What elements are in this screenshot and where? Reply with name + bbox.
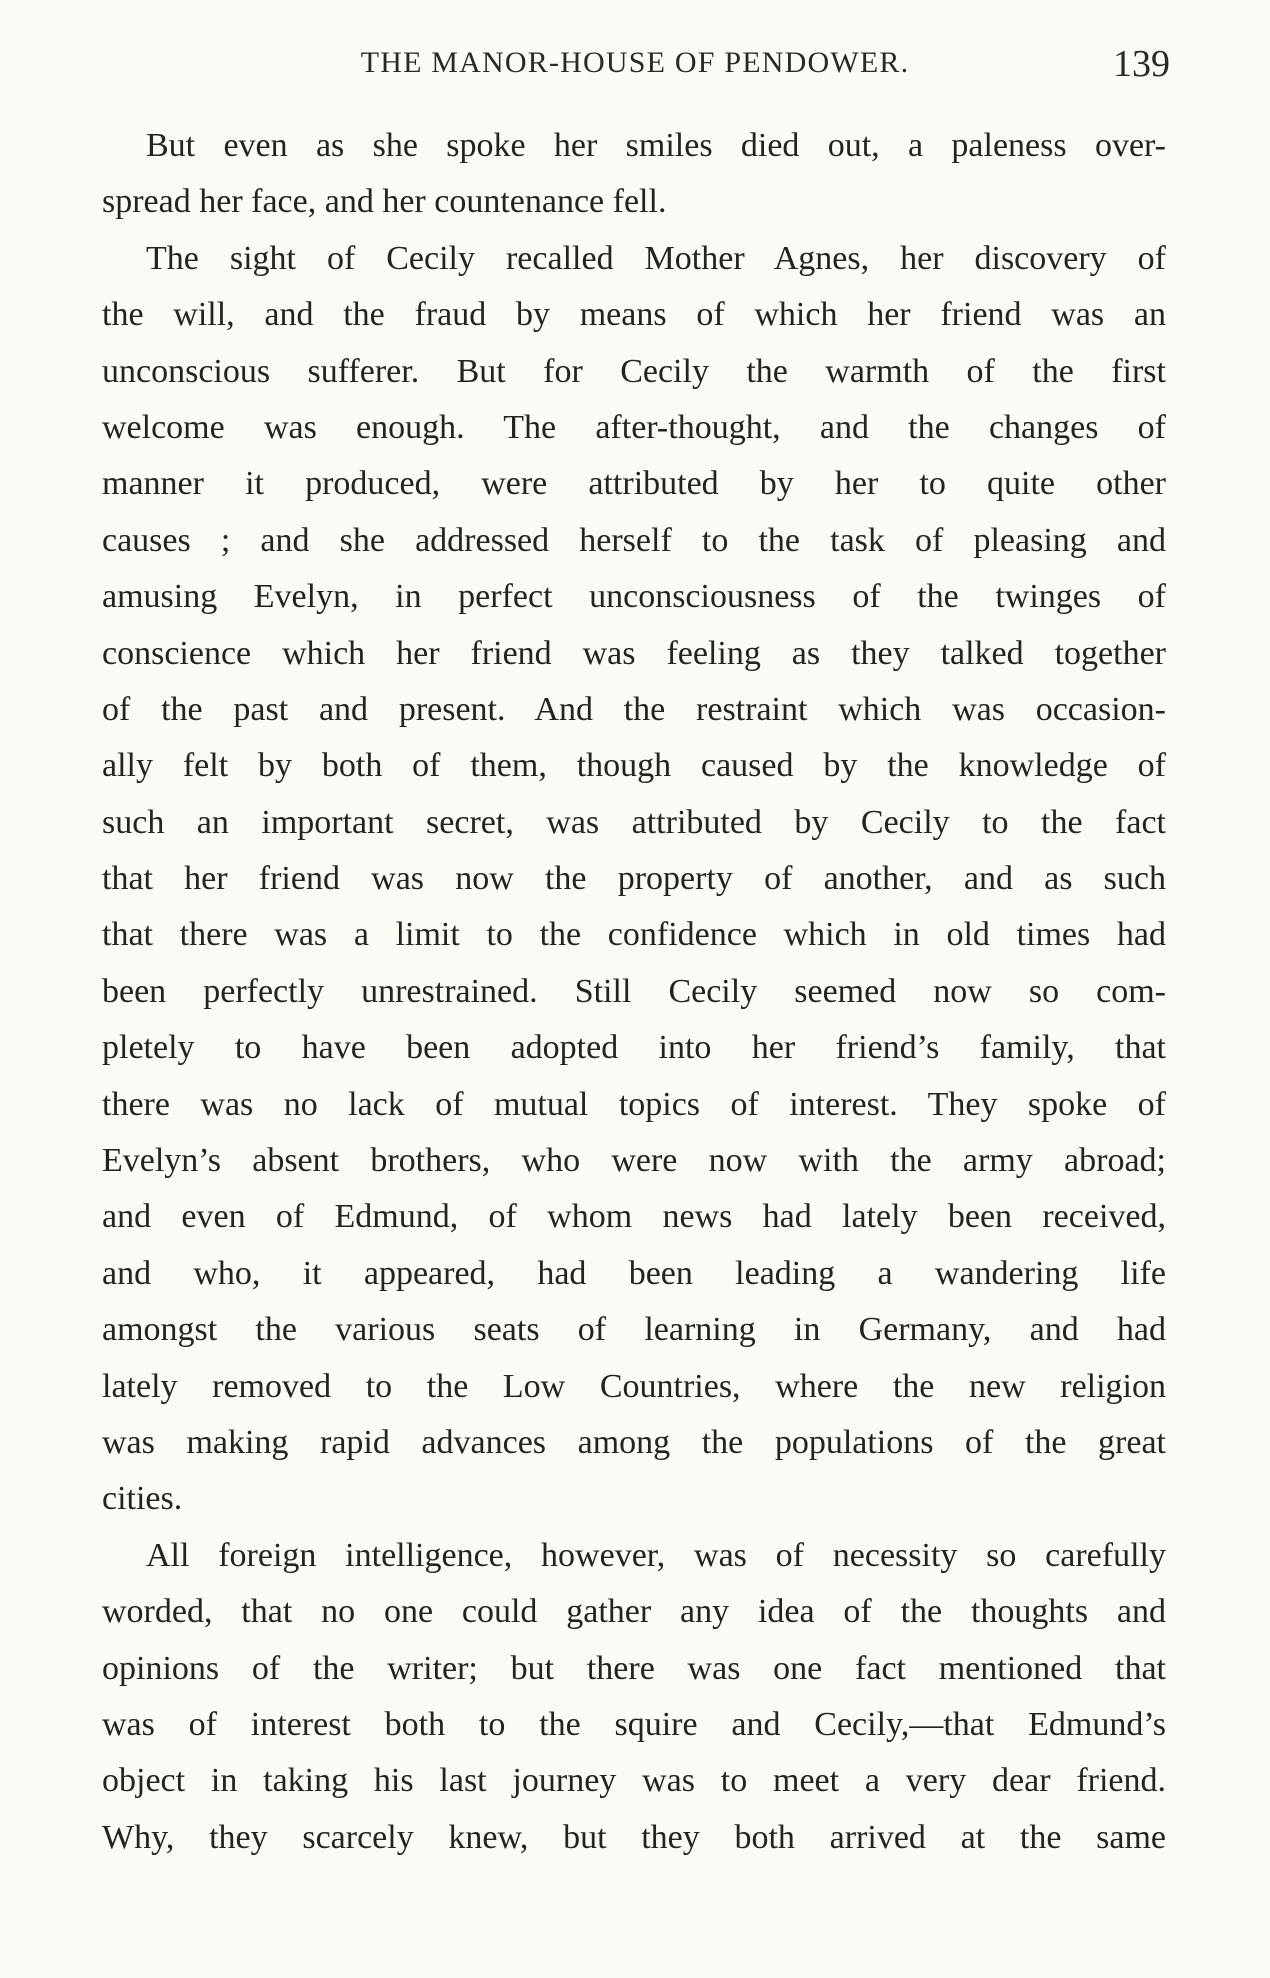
text-line: and who, it appeared, had been leading a wandering life <box>102 1254 1166 1292</box>
running-head <box>100 42 1170 92</box>
text-line: All foreign intelligence, however, was of necessity so carefully <box>146 1536 1166 1574</box>
text-line: cities. <box>102 1480 183 1518</box>
text-line: Why, they scarcely knew, but they both arrived at the same <box>102 1818 1166 1856</box>
text-line: spread her face, and her countenance fell. <box>102 183 667 221</box>
text-line: that there was a limit to the confidence which in old times had <box>102 916 1166 954</box>
text-line: there was no lack of mutual topics of interest. They spoke of <box>102 1085 1166 1123</box>
text-line: been perfectly unrestrained. Still Cecily seemed now so com- <box>102 972 1166 1010</box>
text-line: worded, that no one could gather any idea of the thoughts and <box>102 1593 1166 1631</box>
text-line: unconscious sufferer. But for Cecily the warmth of the first <box>102 352 1166 390</box>
text-line: such an important secret, was attributed by Cecily to the fact <box>102 803 1166 841</box>
text-line: of the past and present. And the restraint which was occasion- <box>102 690 1166 728</box>
text-line: opinions of the writer; but there was one fact mentioned that <box>102 1649 1166 1687</box>
text-line: amongst the various seats of learning in Germany, and had <box>102 1311 1166 1349</box>
text-line: pletely to have been adopted into her friend’s family, that <box>102 1029 1166 1067</box>
text-line: manner it produced, were attributed by her to quite other <box>102 465 1166 503</box>
text-line: was making rapid advances among the populations of the great <box>102 1423 1166 1461</box>
text-line: welcome was enough. The after-thought, and the changes of <box>102 408 1166 446</box>
text-line: the will, and the fraud by means of which her friend was an <box>102 296 1166 334</box>
text-line: amusing Evelyn, in perfect unconsciousness of the twinges of <box>102 578 1166 616</box>
running-title: THE MANOR-HOUSE OF PENDOWER. <box>360 46 910 79</box>
text-line: that her friend was now the property of another, and as such <box>102 860 1166 898</box>
page-number: 139 <box>1113 43 1170 85</box>
text-line: was of interest both to the squire and Cecily,—that Edmund’s <box>102 1705 1166 1743</box>
text-line: causes ; and she addressed herself to the task of pleasing and <box>102 521 1166 559</box>
text-line: lately removed to the Low Countries, where the new religion <box>102 1367 1166 1405</box>
text-line: and even of Edmund, of whom news had lately been received, <box>102 1198 1166 1236</box>
text-line: ally felt by both of them, though caused by the knowledge of <box>102 747 1166 785</box>
body-text <box>102 118 1166 1866</box>
text-line: But even as she spoke her smiles died out, a paleness over- <box>146 127 1166 164</box>
text-line: object in taking his last journey was to meet a very dear friend. <box>102 1762 1166 1800</box>
text-line: The sight of Cecily recalled Mother Agnes, her discovery of <box>146 239 1166 277</box>
text-line: conscience which her friend was feeling as they talked together <box>102 634 1166 672</box>
text-line: Evelyn’s absent brothers, who were now with the army abroad; <box>102 1142 1166 1180</box>
